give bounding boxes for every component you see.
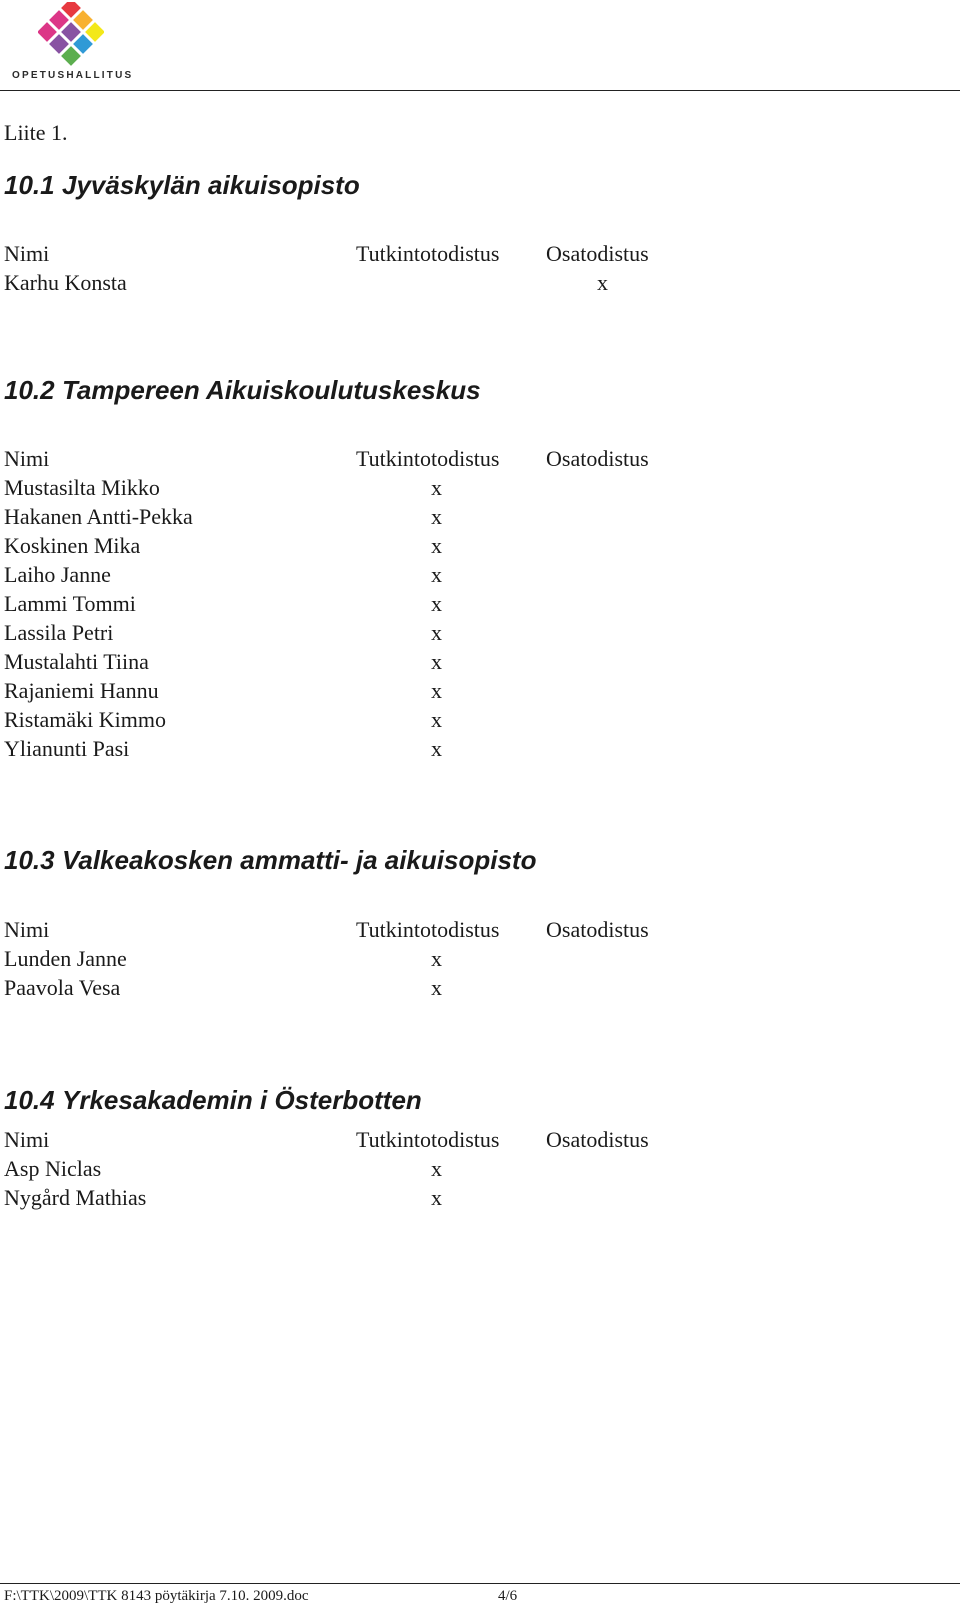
column-header-name: Nimi [4, 1127, 50, 1152]
logo-tile [49, 34, 69, 54]
section-title [4, 170, 360, 201]
tutkinto-mark: x [431, 620, 442, 645]
tutkinto-mark: x [431, 736, 442, 761]
person-name: Rajaniemi Hannu [4, 678, 159, 703]
person-name: Ristamäki Kimmo [4, 707, 166, 732]
person-name: Mustasilta Mikko [4, 475, 160, 500]
person-name: Nygård Mathias [4, 1185, 147, 1210]
person-name: Lammi Tommi [4, 591, 136, 616]
section-number: 10.1 [4, 170, 55, 200]
column-header-tutkinto: Tutkintotodistus [356, 917, 500, 942]
page-footer [4, 1588, 518, 1605]
table-row [4, 734, 764, 763]
person-name: Paavola Vesa [4, 975, 121, 1000]
column-header-tutkinto: Tutkintotodistus [356, 1127, 500, 1152]
tutkinto-mark: x [431, 707, 442, 732]
table-header-row [4, 239, 764, 268]
table-row [4, 473, 764, 502]
column-header-osa: Osatodistus [546, 917, 649, 942]
tutkinto-mark: x [431, 946, 442, 971]
table-row [4, 502, 764, 531]
person-name: Lunden Janne [4, 946, 127, 971]
table-row [4, 268, 764, 297]
table-row [4, 973, 764, 1002]
section-name: Jyväskylän aikuisopisto [62, 170, 360, 200]
logo-tile [61, 22, 81, 42]
tutkinto-mark: x [431, 1185, 442, 1210]
person-name: Mustalahti Tiina [4, 649, 149, 674]
person-name: Ylianunti Pasi [4, 736, 130, 761]
logo-tile [38, 22, 57, 42]
person-name: Hakanen Antti-Pekka [4, 504, 193, 529]
person-name: Koskinen Mika [4, 533, 141, 558]
column-header-osa: Osatodistus [546, 446, 649, 471]
tutkinto-mark: x [431, 1156, 442, 1181]
osa-mark: x [597, 270, 608, 295]
opetushallitus-logo [8, 0, 136, 86]
tutkinto-mark: x [431, 504, 442, 529]
table-row [4, 944, 764, 973]
section-title [4, 1085, 422, 1116]
column-header-name: Nimi [4, 241, 50, 266]
column-header-osa: Osatodistus [546, 241, 649, 266]
logo-tile [49, 10, 69, 30]
column-header-name: Nimi [4, 446, 50, 471]
logo-tile [85, 22, 104, 42]
table-header-row [4, 444, 764, 473]
table-row [4, 589, 764, 618]
appendix-label: Liite 1. [4, 120, 68, 145]
footer-divider [0, 1583, 960, 1584]
table-row [4, 1154, 764, 1183]
tutkinto-mark: x [431, 475, 442, 500]
table-row [4, 1183, 764, 1212]
section-number: 10.3 [4, 845, 55, 875]
page-number: 4/6 [498, 1588, 518, 1604]
logo-tile [73, 10, 93, 30]
table-row [4, 647, 764, 676]
section-name: Valkeakosken ammatti- ja aikuisopisto [62, 845, 537, 875]
tutkinto-mark: x [431, 678, 442, 703]
table-header-row [4, 915, 764, 944]
tutkinto-mark: x [431, 591, 442, 616]
section-number: 10.2 [4, 375, 55, 405]
tutkinto-mark: x [431, 562, 442, 587]
section-name: Tampereen Aikuiskoulutuskeskus [62, 375, 481, 405]
header-divider [0, 90, 960, 91]
section-title [4, 375, 481, 406]
table-row [4, 705, 764, 734]
section-number: 10.4 [4, 1085, 55, 1115]
person-name: Lassila Petri [4, 620, 114, 645]
logo-tile [61, 46, 81, 66]
column-header-tutkinto: Tutkintotodistus [356, 446, 500, 471]
column-header-tutkinto: Tutkintotodistus [356, 241, 500, 266]
section-title [4, 845, 536, 876]
person-name: Karhu Konsta [4, 270, 127, 295]
table-row [4, 531, 764, 560]
tutkinto-mark: x [431, 649, 442, 674]
column-header-name: Nimi [4, 917, 50, 942]
logo-text: OPETUSHALLITUS [12, 70, 134, 81]
section-name: Yrkesakademin i Österbotten [62, 1085, 422, 1115]
logo-diamond-icon [38, 2, 104, 68]
table-row [4, 560, 764, 589]
person-name: Asp Niclas [4, 1156, 102, 1181]
logo-tile [73, 34, 93, 54]
column-header-osa: Osatodistus [546, 1127, 649, 1152]
table-row [4, 618, 764, 647]
tutkinto-mark: x [431, 975, 442, 1000]
person-name: Laiho Janne [4, 562, 111, 587]
table-row [4, 676, 764, 705]
footer-file-path: F:\TTK\2009\TTK 8143 pöytäkirja 7.10. 2009.doc [4, 1588, 309, 1604]
tutkinto-mark: x [431, 533, 442, 558]
table-header-row [4, 1125, 764, 1154]
